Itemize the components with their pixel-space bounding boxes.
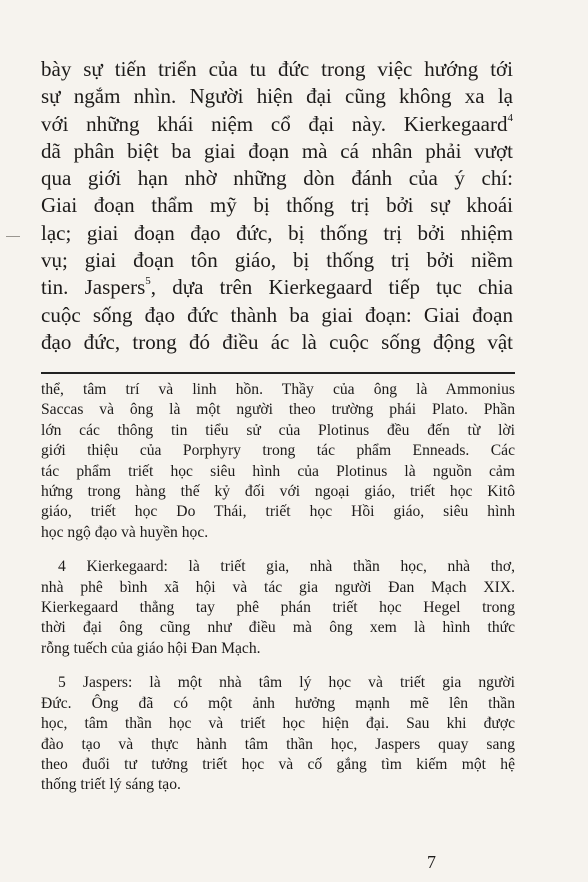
body-line: qua giới hạn nhờ những dòn đánh của ý chí: <box>41 166 513 191</box>
body-line: dã phân biệt ba giai đoạn mà cá nhân phải vượt <box>41 138 513 163</box>
footnote-5 <box>41 673 515 795</box>
body-line: sự ngắm nhìn. Người hiện đại cũng không xa lạ <box>41 84 513 109</box>
body-line-text: tin. Jaspers <box>41 275 146 300</box>
footnotes <box>41 380 515 810</box>
body-line: vụ; giai đoạn tôn giáo, bị thống trị bởi niềm <box>41 248 513 273</box>
footnote-ref-4: 4 <box>507 111 513 124</box>
body-text <box>41 56 513 356</box>
body-line <box>41 274 513 301</box>
footnote-line: học ngộ đạo và huyền học. <box>41 523 209 541</box>
footnote-line: nhà phê bình xã hội và tác gia người Đan Mạch XIX. <box>41 578 515 596</box>
footnote-line: Đức. Ông đã có một ảnh hưởng mạnh mẽ lên thần <box>41 694 515 712</box>
footnote-line: giáo, triết học Do Thái, triết học Hồi giáo, siêu hình <box>41 503 515 521</box>
footnote-continued <box>41 380 515 543</box>
body-line <box>41 111 513 138</box>
footnote-line: thể, tâm trí và linh hồn. Thầy của ông là Ammonius <box>41 381 515 398</box>
footnote-line: đào tạo và thực hành tâm thần học, Jaspers quay sang <box>41 735 515 753</box>
footnote-line: theo đuổi tư tưởng triết học và cố gắng tìm kiếm một hệ <box>41 755 515 773</box>
body-line: bày sự tiến triển của tu đức trong việc hướng tới <box>41 57 513 81</box>
body-line-text: , dựa trên Kierkegaard tiếp tục chia <box>150 275 513 300</box>
footnote-line: thống triết lý sáng tạo. <box>41 776 181 794</box>
footnote-line: Kierkegaard thẳng tay phê phán triết học Hegel trong <box>41 599 515 617</box>
footnote-line: hứng trong hàng thế kỷ đối với ngoại giáo, triết học Kitô <box>41 483 515 501</box>
footnote-line: tác phẩm triết học siêu hình của Plotinus là nguồn cảm <box>41 462 515 480</box>
footnote-line: thời đại ông cũng như điều mà ông xem là hình thức <box>41 619 515 637</box>
footnote-line: Saccas và ông là một người theo trường phái Plato. Phần <box>41 401 515 419</box>
body-line-text: với những khái niệm cổ đại này. Kierkegaard <box>41 111 508 136</box>
body-line: lạc; giai đoạn đạo đức, bị thống trị bởi nhiệm <box>41 220 513 245</box>
footnote-line: rỗng tuếch của giáo hội Đan Mạch. <box>41 639 261 657</box>
footnote-ref-5: 5 <box>145 275 151 288</box>
footnote-line: giới thiệu của Porphyry trong tác phẩm Enneads. Các <box>41 442 515 460</box>
body-line: cuộc sống đạo đức thành ba giai đoạn: Giai đoạn <box>41 302 513 327</box>
body-line: đạo đức, trong đó điều ác là cuộc sống động vật <box>41 329 513 354</box>
footnote-4 <box>41 557 515 659</box>
footnote-divider <box>41 372 515 374</box>
footnote-line: 4 Kierkegaard: là triết gia, nhà thần học, nhà thơ, <box>58 558 515 576</box>
page-number: 7 <box>427 852 436 872</box>
footnote-line: 5 Jaspers: là một nhà tâm lý học và triết gia người <box>58 674 515 692</box>
margin-mark <box>6 236 20 237</box>
footnote-line: học, tâm thần học và triết học hiện đại. Sau khi được <box>41 715 515 733</box>
body-line: Giai đoạn thẩm mỹ bị thống trị bởi sự khoái <box>41 193 513 218</box>
footnote-line: lớn các thông tin tiểu sử của Plotinus đều đến từ lời <box>41 421 515 439</box>
